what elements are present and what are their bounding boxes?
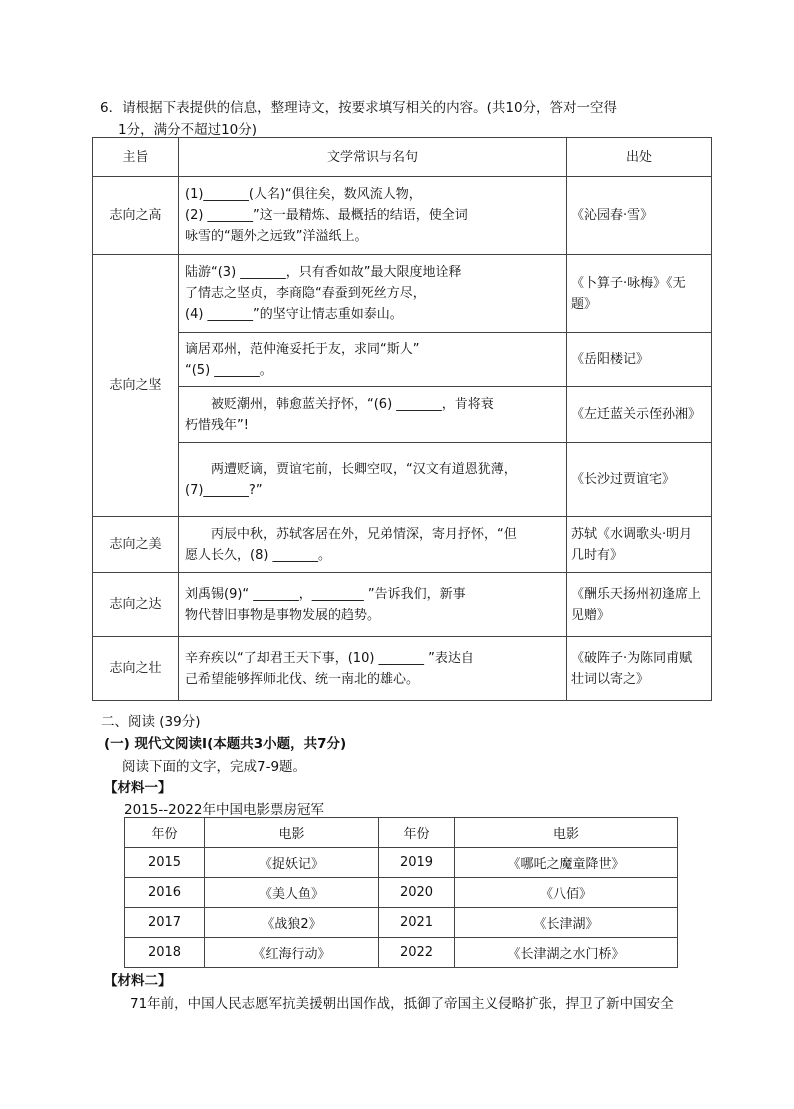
content-cell bbox=[179, 637, 567, 701]
table-row bbox=[93, 637, 712, 701]
theme-cell: 志向之高 bbox=[93, 177, 179, 255]
box-office-header bbox=[125, 818, 678, 848]
film-cell: 《哪吒之魔童降世》 bbox=[455, 848, 678, 878]
question-6-line1: 6．请根据下表提供的信息，整理诗文，按要求填写相关的内容。(共10分，答对一空得 bbox=[100, 100, 618, 116]
film-cell: 《战狼2》 bbox=[205, 908, 379, 938]
theme-cell: 志向之达 bbox=[93, 573, 179, 637]
content-cell bbox=[179, 573, 567, 637]
content-cell bbox=[179, 177, 567, 255]
film-cell: 《长津湖之水门桥》 bbox=[455, 938, 678, 968]
film-cell: 《捉妖记》 bbox=[205, 848, 379, 878]
header-film: 电影 bbox=[205, 818, 379, 848]
content-cell bbox=[179, 387, 567, 443]
theme-cell: 志向之坚 bbox=[93, 255, 179, 517]
film-cell: 《红海行动》 bbox=[205, 938, 379, 968]
box-office-table bbox=[124, 817, 678, 968]
year-cell: 2016 bbox=[125, 878, 205, 908]
poetry-table bbox=[92, 137, 712, 701]
table-row bbox=[93, 177, 712, 255]
table-row bbox=[93, 333, 712, 387]
material-2-label: 【材料二】 bbox=[104, 973, 172, 989]
header-knowledge: 文学常识与名句 bbox=[179, 138, 567, 177]
year-cell: 2020 bbox=[379, 878, 455, 908]
table-row bbox=[125, 908, 678, 938]
table-row bbox=[125, 878, 678, 908]
source-cell: 《左迁蓝关示侄孙湘》 bbox=[567, 387, 712, 443]
film-cell: 《八佰》 bbox=[455, 878, 678, 908]
content-line: (4) _______”的坚守让情志重如泰山。 bbox=[185, 307, 403, 322]
content-line: 刘禹锡(9)“ _______，________ ”告诉我们，新事 bbox=[185, 586, 466, 602]
content-cell bbox=[179, 255, 567, 333]
section-2-title: 二、阅读 (39分) bbox=[101, 714, 201, 730]
content-line: 咏雪的“题外之远致”洋溢纸上。 bbox=[185, 229, 368, 244]
content-cell bbox=[179, 333, 567, 387]
year-cell: 2018 bbox=[125, 938, 205, 968]
source-cell: 苏轼《水调歌头·明月几时有》 bbox=[567, 517, 712, 573]
year-cell: 2017 bbox=[125, 908, 205, 938]
poetry-table-header bbox=[93, 138, 712, 177]
content-line: 陆游“(3) _______，只有香如故”最大限度地诠释 bbox=[185, 265, 462, 280]
content-cell bbox=[179, 517, 567, 573]
table-row bbox=[125, 848, 678, 878]
source-cell: 《破阵子·为陈同甫赋壮词以寄之》 bbox=[567, 637, 712, 701]
header-theme: 主旨 bbox=[93, 138, 179, 177]
film-cell: 《长津湖》 bbox=[455, 908, 678, 938]
content-line: 被贬潮州，韩愈蓝关抒怀，“(6) _______，肯将衰 bbox=[211, 396, 494, 412]
content-line: 物代替旧事物是事物发展的趋势。 bbox=[185, 607, 381, 623]
header-year: 年份 bbox=[125, 818, 205, 848]
content-line: 丙辰中秋，苏轼客居在外，兄弟情深，寄月抒怀，“但 bbox=[211, 526, 517, 542]
year-cell: 2022 bbox=[379, 938, 455, 968]
table-row bbox=[93, 255, 712, 333]
section-2-subtitle: (一) 现代文阅读Ⅰ(本题共3小题，共7分) bbox=[104, 736, 347, 752]
content-line: (7)_______?” bbox=[185, 482, 263, 498]
content-line: “(5) _______。 bbox=[185, 362, 273, 378]
table-row bbox=[125, 938, 678, 968]
year-cell: 2019 bbox=[379, 848, 455, 878]
reading-instruction: 阅读下面的文字，完成7-9题。 bbox=[122, 759, 307, 775]
theme-cell: 志向之美 bbox=[93, 517, 179, 573]
table-row bbox=[93, 387, 712, 443]
content-line: 两遭贬谪，贾谊宅前，长卿空叹，“汉文有道恩犹薄， bbox=[211, 461, 517, 477]
content-line: 辛弃疾以“了却君王天下事，(10) _______ ”表达自 bbox=[185, 650, 474, 666]
source-cell: 《沁园春·雪》 bbox=[567, 177, 712, 255]
source-cell: 《酬乐天扬州初逢席上见赠》 bbox=[567, 573, 712, 637]
header-film: 电影 bbox=[455, 818, 678, 848]
material-1-label: 【材料一】 bbox=[104, 780, 172, 796]
source-cell: 《长沙过贾谊宅》 bbox=[567, 443, 712, 517]
table-caption: 2015--2022年中国电影票房冠军 bbox=[124, 802, 324, 818]
source-cell: 《岳阳楼记》 bbox=[567, 333, 712, 387]
header-year: 年份 bbox=[379, 818, 455, 848]
year-cell: 2021 bbox=[379, 908, 455, 938]
content-line: (1)_______(人名)“俱往矣，数风流人物， bbox=[185, 187, 422, 202]
table-row bbox=[93, 443, 712, 517]
content-line: 愿人长久，(8) _______。 bbox=[185, 547, 332, 563]
content-line: (2) _______”这一最精炼、最概括的结语，使全词 bbox=[185, 208, 468, 223]
film-cell: 《美人鱼》 bbox=[205, 878, 379, 908]
content-line: 谪居邓州，范仲淹妥托于友，求同“斯人” bbox=[185, 341, 420, 357]
table-row bbox=[93, 573, 712, 637]
content-line: 朽惜残年”! bbox=[185, 417, 249, 433]
year-cell: 2015 bbox=[125, 848, 205, 878]
source-cell: 《卜算子·咏梅》《无题》 bbox=[567, 255, 712, 333]
content-line: 己希望能够挥师北伐、统一南北的雄心。 bbox=[185, 671, 420, 687]
header-source: 出处 bbox=[567, 138, 712, 177]
table-row bbox=[93, 517, 712, 573]
material-2-paragraph: 71年前，中国人民志愿军抗美援朝出国作战，抵御了帝国主义侵略扩张，捍卫了新中国安全 bbox=[130, 996, 674, 1012]
question-6-line2: 1分，满分不超过10分) bbox=[118, 122, 258, 138]
content-line: 了情志之坚贞，李商隐“春蚕到死丝方尽， bbox=[185, 286, 426, 301]
content-cell bbox=[179, 443, 567, 517]
theme-cell: 志向之壮 bbox=[93, 637, 179, 701]
